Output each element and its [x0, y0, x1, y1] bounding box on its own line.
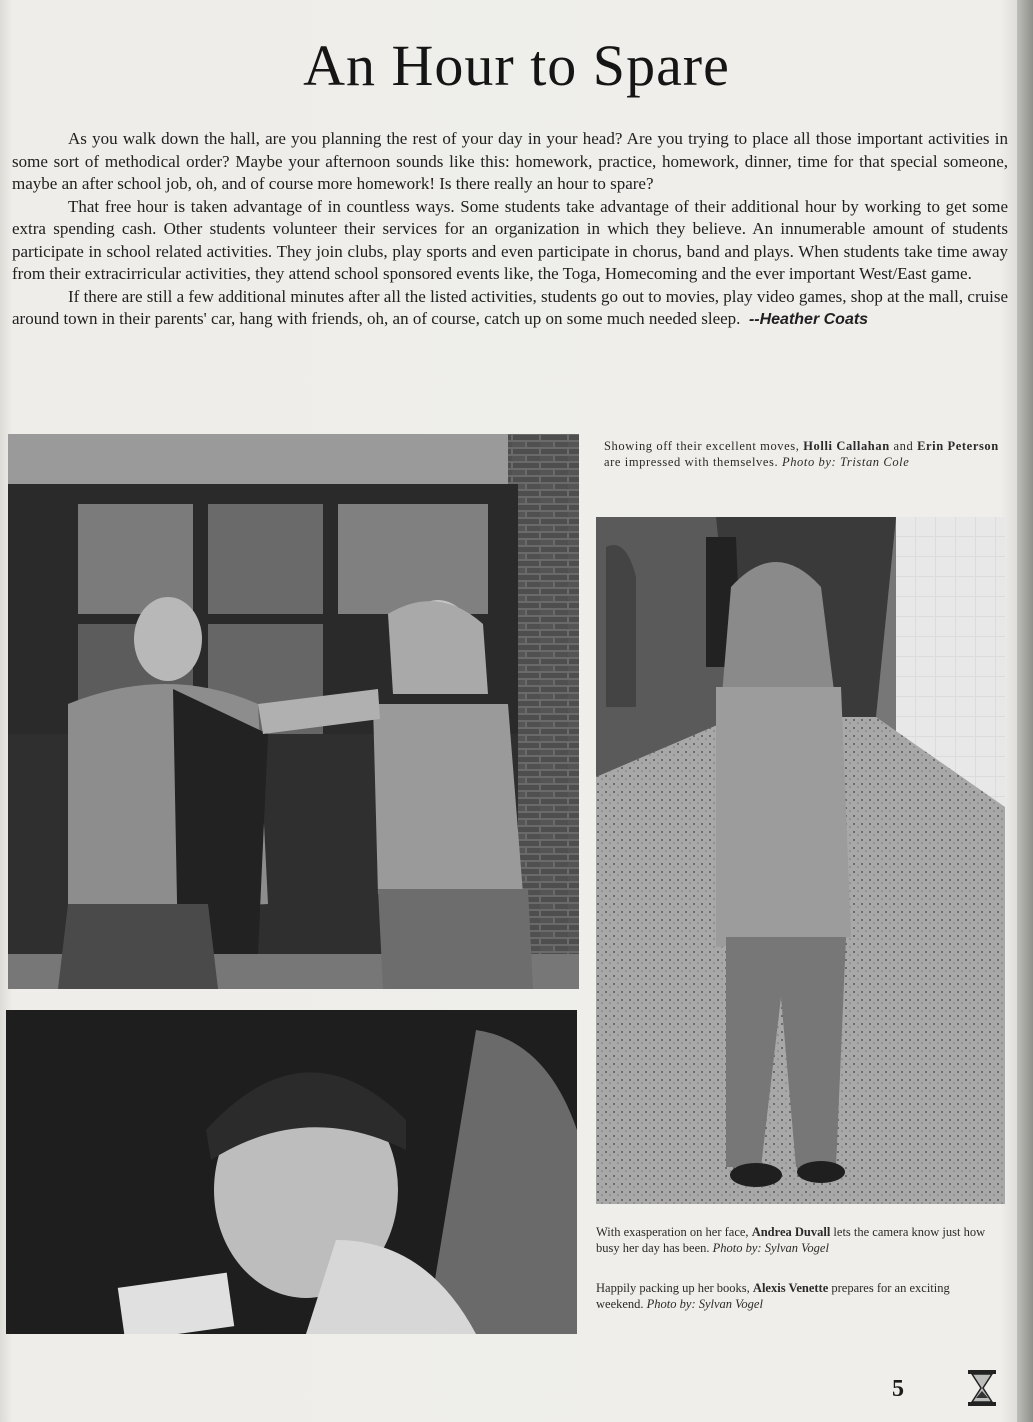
photo-girl-packing-books-image	[6, 1010, 577, 1334]
caption-3-text-a: Happily packing up her books,	[596, 1281, 750, 1295]
caption-3-text-b: prepares for an exciting weekend.	[596, 1281, 950, 1311]
caption-1-text-b: and	[893, 439, 914, 453]
hourglass-icon	[966, 1370, 998, 1406]
caption-3-name: Alexis Venette	[752, 1281, 829, 1295]
photo-two-students-posing-image	[8, 434, 579, 989]
caption-1-name-b: Erin Peterson	[917, 439, 999, 453]
article-byline: --Heather Coats	[748, 311, 869, 328]
article-paragraph-3	[12, 286, 1008, 332]
article-paragraph-3-text: If there are still a few additional minutes after all the listed activities, students go out to movies, play video games, shop at the mall, cruise around town in their parents' car, hang with friends, oh, an of course, catch up on some much needed sleep.	[12, 286, 1008, 328]
photo-two-students-posing	[8, 434, 579, 989]
caption-2-text-a: With exasperation on her face,	[596, 1225, 749, 1239]
page-number: 5	[892, 1376, 904, 1402]
caption-1-name-a: Holli Callahan	[803, 439, 890, 453]
photo-girl-in-hallway	[596, 517, 1005, 1204]
caption-1-credit: Photo by: Tristan Cole	[781, 455, 910, 469]
photo-girl-packing-books	[6, 1010, 577, 1334]
article-paragraph-2: That free hour is taken advantage of in countless ways. Some students take advantage of their additional hour by working to get some extra spending cash. Other students volunteer their services for an organization in which they believe. An innumerable amount of students participate in school related activities. They join clubs, play sports and even participate in chorus, band and plays. When students take time away from their extracirricular activities, they attend school sponsored events like, the Toga, Homecoming and the ever important West/East game.	[12, 196, 1008, 283]
article-body	[12, 128, 1008, 332]
page-binding-edge	[1017, 0, 1033, 1422]
caption-2-text-b: lets the camera know just how busy her day has been.	[596, 1225, 986, 1255]
page-title: An Hour to Spare	[303, 33, 730, 98]
caption-2-credit: Photo by: Sylvan Vogel	[712, 1241, 829, 1255]
photo-girl-in-hallway-image	[596, 517, 1005, 1204]
caption-photo-hallway	[596, 1224, 996, 1256]
caption-1-text-c: are impressed with themselves.	[604, 455, 779, 469]
caption-3-credit: Photo by: Sylvan Vogel	[646, 1297, 763, 1311]
caption-photo-books	[596, 1280, 996, 1312]
caption-photo-two-students	[604, 438, 1006, 470]
article-paragraph-1: As you walk down the hall, are you planning the rest of your day in your head? Are you trying to place all those important activities in some sort of methodical order? Maybe your afternoon sounds like this: homework, practice, homework, dinner, time for that special someone, maybe an after school job, oh, and of course more homework! Is there really an hour to spare?	[12, 129, 1008, 193]
caption-1-text-a: Showing off their excellent moves,	[604, 439, 800, 453]
caption-2-name: Andrea Duvall	[751, 1225, 831, 1239]
